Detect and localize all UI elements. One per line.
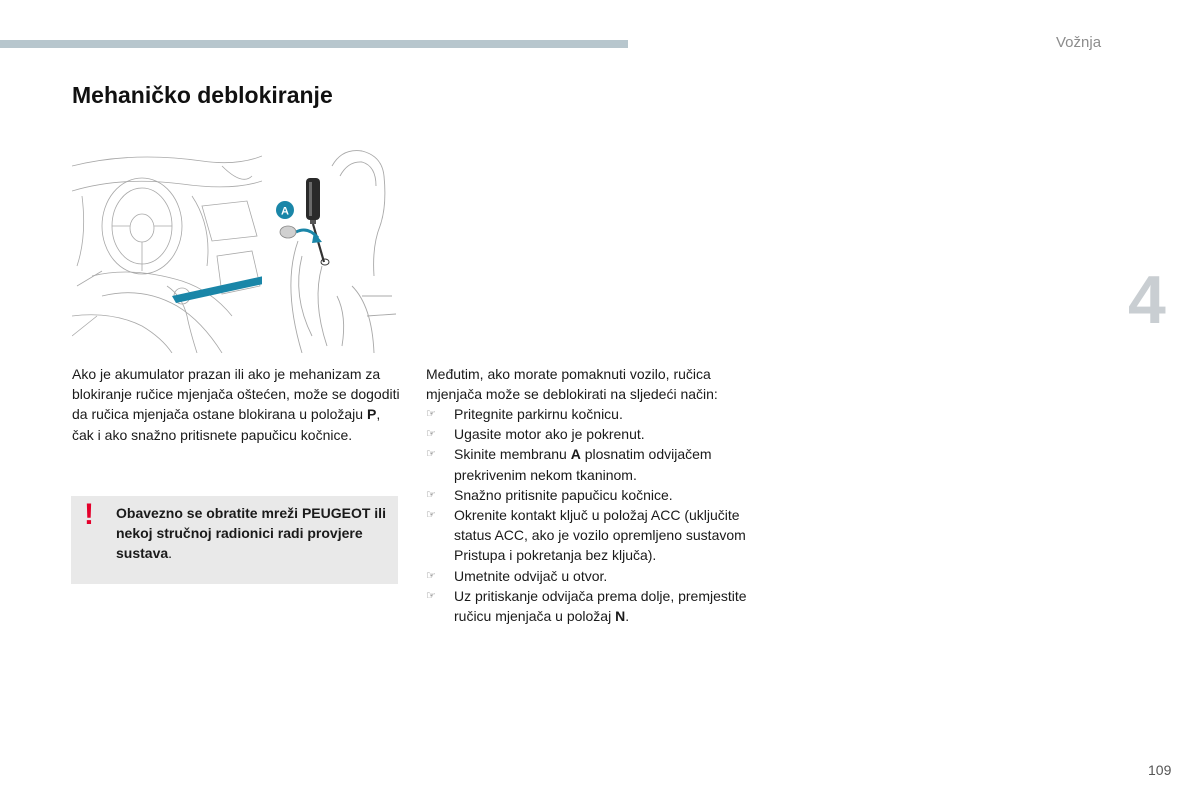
warning-text: Obavezno se obratite mreži PEUGEOT ili nekoj stručnoj radionici radi provjere sustava. bbox=[116, 505, 386, 562]
pointing-hand-icon: ☞ bbox=[426, 488, 436, 501]
pointing-hand-icon: ☞ bbox=[426, 448, 436, 461]
pointing-hand-icon: ☞ bbox=[426, 509, 436, 522]
exclamation-icon: ! bbox=[84, 498, 94, 531]
intro-paragraph: Ako je akumulator prazan ili ako je mehanizam za blokiranje ručice mjenjača oštećen, može se dogoditi da ručica mjenjača ostane blokirana u položaju P, čak i ako snažno pritisnete papučicu kočnice. bbox=[72, 366, 400, 443]
section-label: Vožnja bbox=[1056, 34, 1102, 51]
list-item: ☞ Pritegnite parkirnu kočnicu. bbox=[426, 404, 766, 424]
list-item: ☞ Ugasite motor ako je pokrenut. bbox=[426, 424, 766, 444]
pointing-hand-icon: ☞ bbox=[426, 569, 436, 582]
page-number: 109 bbox=[1148, 762, 1172, 778]
list-item: ☞ Snažno pritisnite papučicu kočnice. bbox=[426, 485, 766, 505]
pointing-hand-icon: ☞ bbox=[426, 589, 436, 602]
chapter-number: 4 bbox=[1128, 262, 1166, 338]
list-item: ☞ Skinite membranu A plosnatim odvijačem prekrivenim nekom tkaninom. bbox=[426, 446, 712, 483]
list-item: ☞ Okrenite kontakt ključ u položaj ACC (uključite status ACC, ako je vozilo opremljeno sustavom Pristupa i pokretanja bez ključa). bbox=[426, 507, 746, 564]
pointing-hand-icon: ☞ bbox=[426, 408, 436, 420]
dashboard-illustration bbox=[72, 146, 262, 353]
list-item: ☞ Uz pritiskanje odvijača prema dolje, premjestite ručicu mjenjača u položaj N. bbox=[426, 587, 747, 625]
gear-lever-illustration bbox=[262, 146, 398, 353]
procedure-steps bbox=[426, 404, 766, 626]
list-item: ☞ Umetnite odvijač u otvor. bbox=[426, 566, 766, 586]
procedure-intro: Međutim, ako morate pomaknuti vozilo, ručica mjenjača može se deblokirati na sljedeći način: bbox=[426, 366, 718, 403]
header-bar bbox=[0, 40, 628, 48]
callout-label: A bbox=[281, 205, 289, 218]
page-title: Mehaničko deblokiranje bbox=[72, 82, 333, 108]
pointing-hand-icon: ☞ bbox=[426, 428, 436, 441]
